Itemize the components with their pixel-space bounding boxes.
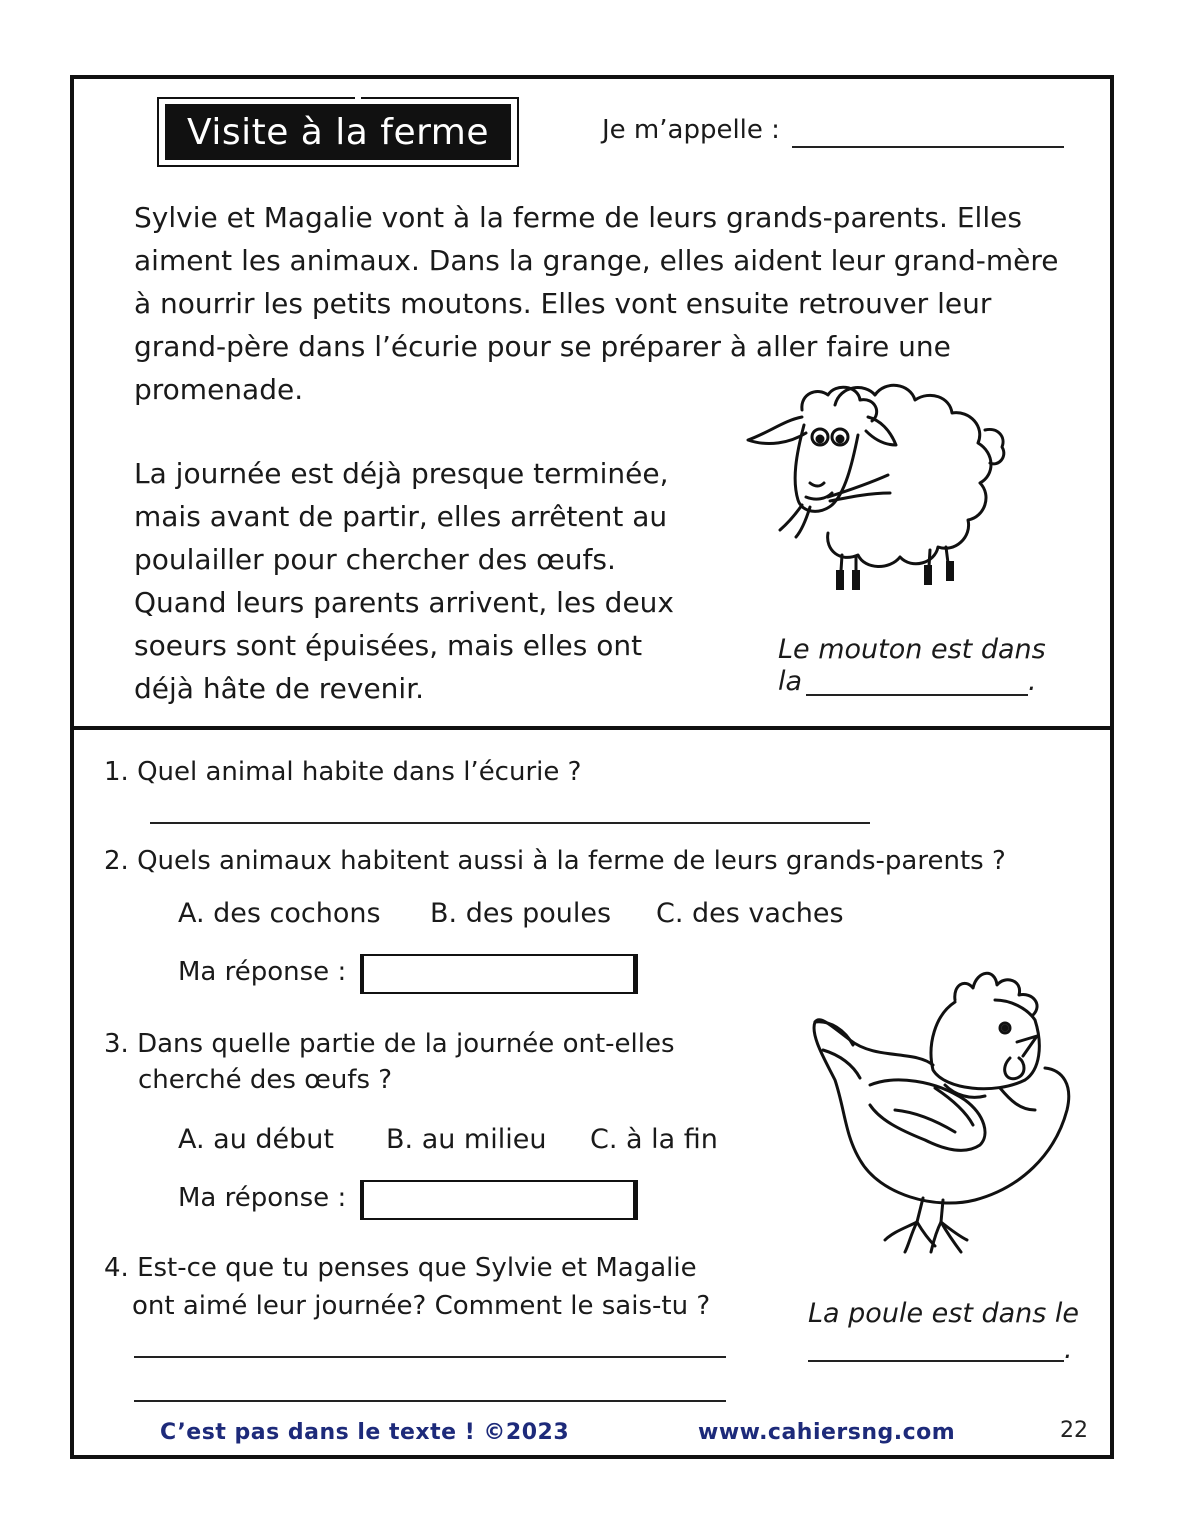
question-4-answer-line-1[interactable] <box>134 1356 726 1358</box>
story-line: La journée est déjà presque terminée, <box>134 457 669 490</box>
story-line: Sylvie et Magalie vont à la ferme de leurs grands-parents. Elles <box>134 201 1022 234</box>
sheep-caption-suffix: . <box>1028 666 1037 697</box>
story-line: promenade. <box>134 373 304 406</box>
question-2-answer-label: Ma réponse : <box>178 957 347 987</box>
footer-copyright: C’est pas dans le texte ! ©2023 <box>160 1420 570 1445</box>
question-3-option-a: A. au début <box>178 1124 334 1155</box>
question-4-line2: ont aimé leur journée? Comment le sais-tu ? <box>132 1291 711 1321</box>
section-divider <box>70 726 1114 730</box>
hen-caption-suffix: . <box>1064 1334 1073 1365</box>
question-2: 2. Quels animaux habitent aussi à la ferme de leurs grands-parents ? <box>104 846 1006 876</box>
story-line: aiment les animaux. Dans la grange, elles aident leur grand-mère <box>134 244 1059 277</box>
story-line: mais avant de partir, elles arrêtent au <box>134 500 668 533</box>
question-3-option-c: C. à la fin <box>590 1124 718 1155</box>
page-title: Visite à la ferme <box>165 104 511 160</box>
page-number: 22 <box>1060 1418 1088 1443</box>
question-3-line2: cherché des œufs ? <box>138 1065 393 1095</box>
name-label: Je m’appelle : <box>602 115 780 145</box>
sheep-illustration <box>740 365 1020 600</box>
hen-caption-line1: La poule est dans le <box>808 1298 1080 1329</box>
sheep-caption-line1: Le mouton est dans <box>778 634 1046 665</box>
story-paragraph-2 <box>134 452 674 710</box>
name-answer-line[interactable] <box>792 146 1064 148</box>
question-3-answer-label: Ma réponse : <box>178 1183 347 1213</box>
story-line: grand-père dans l’écurie pour se préparer à aller faire une <box>134 330 951 363</box>
sheep-caption-prefix: la <box>778 666 803 697</box>
story-line: à nourrir les petits moutons. Elles vont ensuite retrouver leur <box>134 287 992 320</box>
story-line: poulailler pour chercher des œufs. <box>134 543 616 576</box>
question-4-line1: 4. Est-ce que tu penses que Sylvie et Magalie <box>104 1253 697 1283</box>
question-2-option-b: B. des poules <box>430 898 612 929</box>
question-3-option-b: B. au milieu <box>386 1124 547 1155</box>
title-box <box>157 97 519 167</box>
story-line: Quand leurs parents arrivent, les deux <box>134 586 674 619</box>
question-2-answer-box[interactable] <box>360 954 638 994</box>
hen-answer-line[interactable] <box>808 1360 1064 1362</box>
question-2-option-c: C. des vaches <box>656 898 844 929</box>
question-3-line1: 3. Dans quelle partie de la journée ont-elles <box>104 1029 675 1059</box>
question-1-answer-line[interactable] <box>150 822 870 824</box>
question-4-answer-line-2[interactable] <box>134 1400 726 1402</box>
hen-illustration <box>805 960 1080 1260</box>
footer-website: www.cahiersng.com <box>698 1420 956 1445</box>
sheep-answer-line[interactable] <box>806 694 1028 696</box>
question-2-option-a: A. des cochons <box>178 898 381 929</box>
question-1: 1. Quel animal habite dans l’écurie ? <box>104 757 582 787</box>
story-line: soeurs sont épuisées, mais elles ont <box>134 629 643 662</box>
question-3-answer-box[interactable] <box>360 1180 638 1220</box>
story-line: déjà hâte de revenir. <box>134 672 425 705</box>
